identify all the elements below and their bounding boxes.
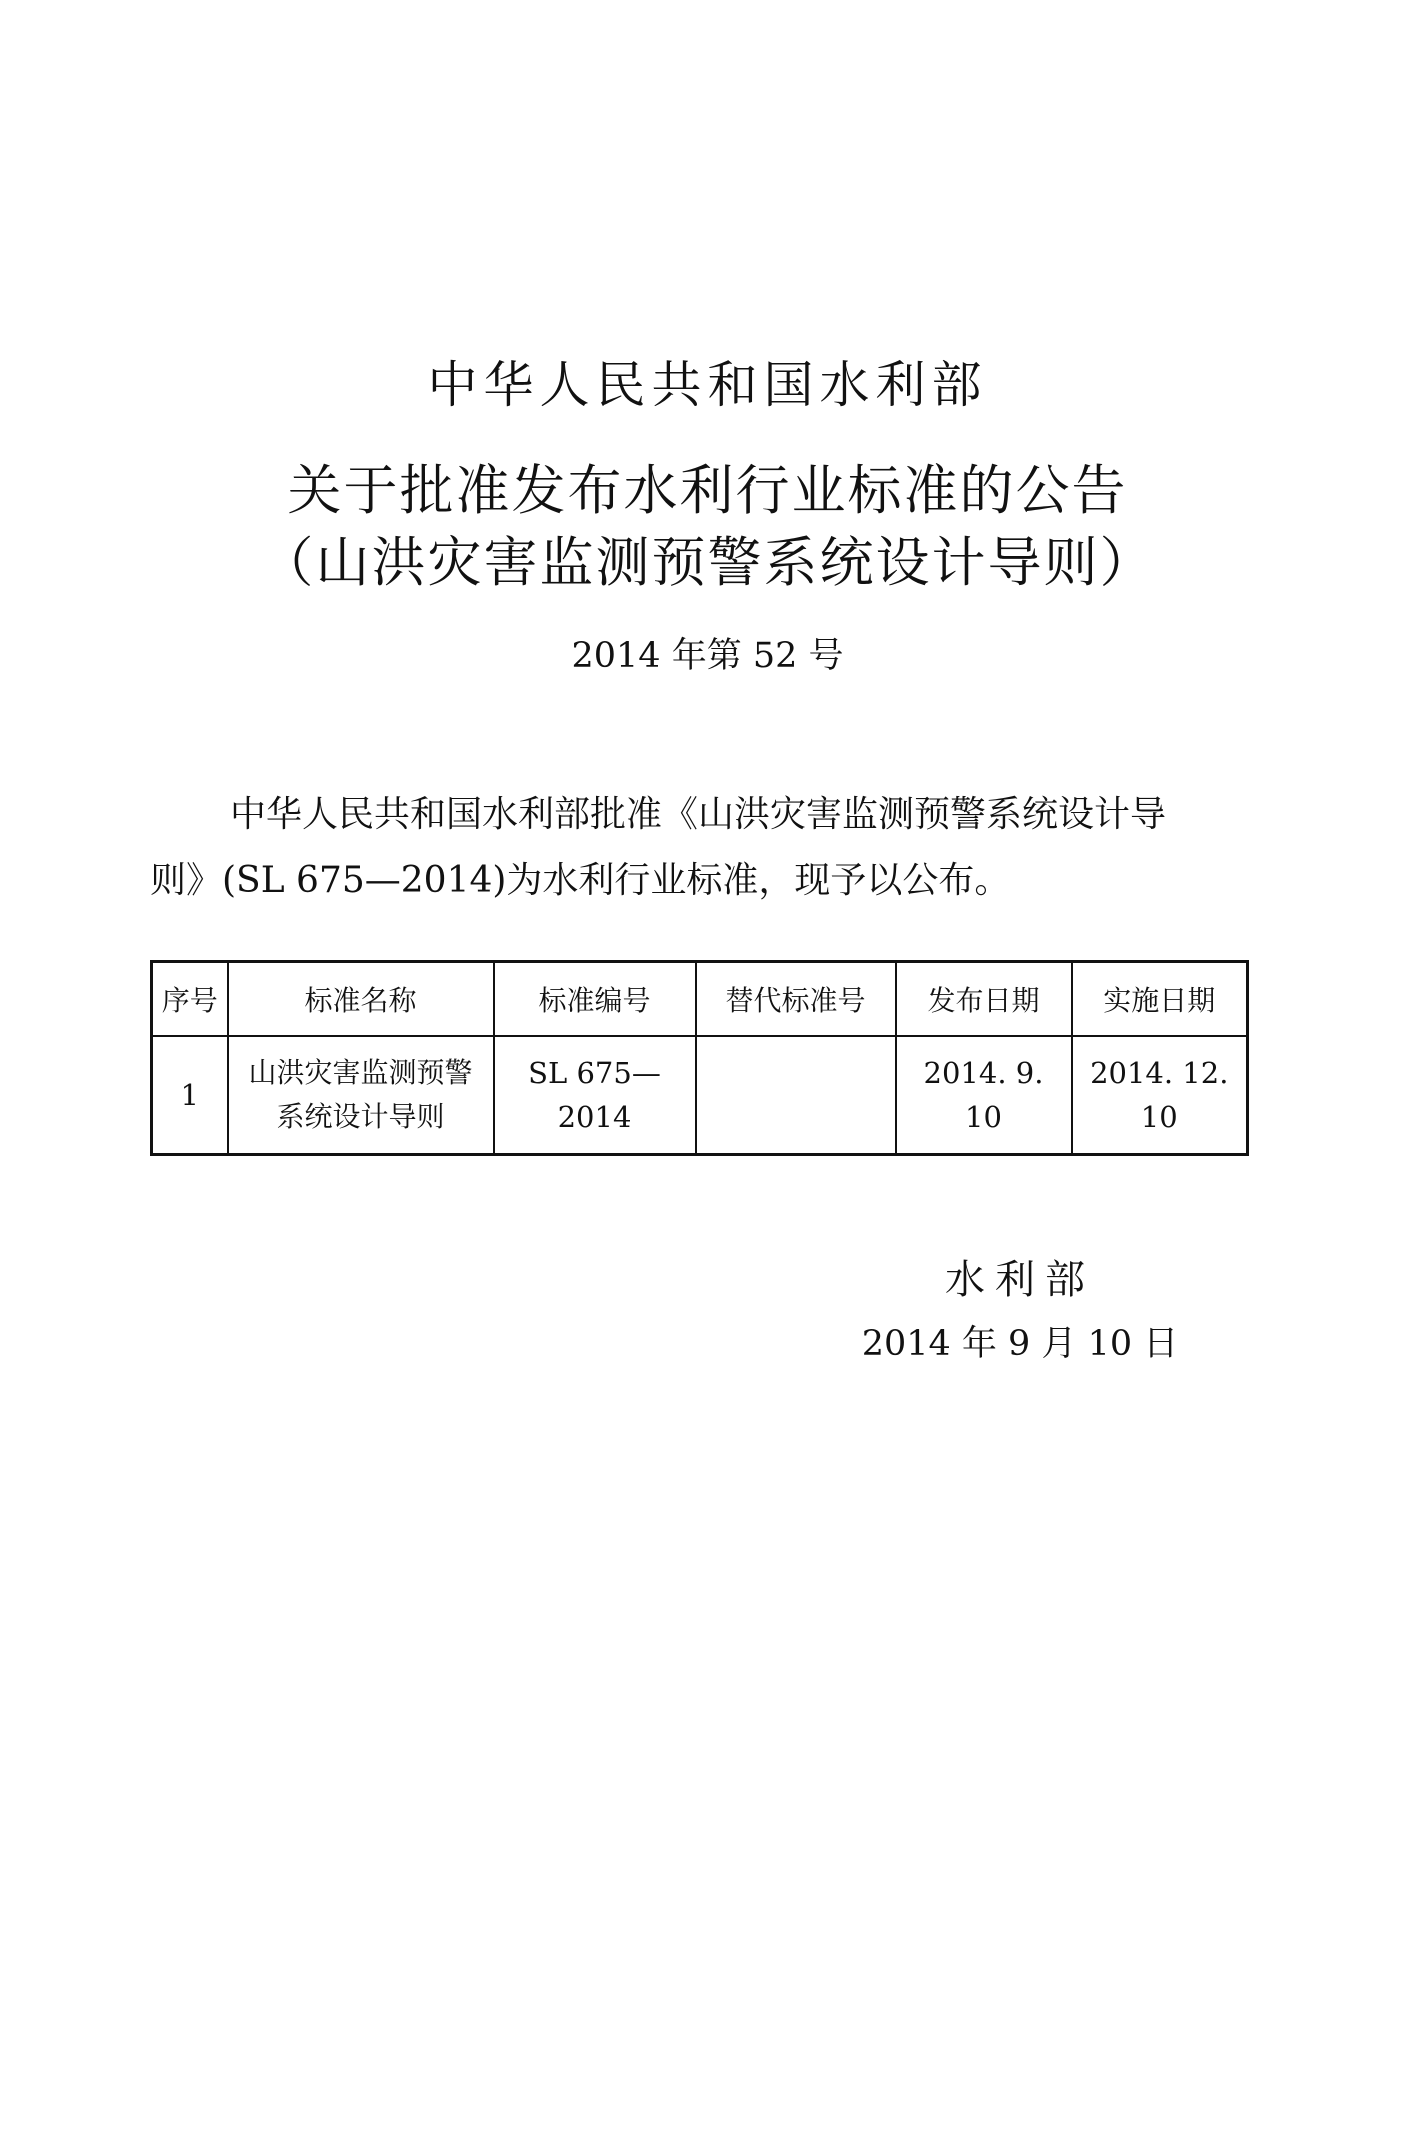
table-row — [152, 1036, 1248, 1155]
announcement-subtitle: （山洪灾害监测预警系统设计导则） — [259, 531, 1156, 594]
cell-name — [228, 1036, 494, 1155]
announcement-title: 关于批准发布水利行业标准的公告 — [287, 459, 1128, 522]
body-paragraph-line-2: 则》(SL 675—2014)为水利行业标准，现予以公布。 — [150, 860, 1011, 901]
cell-name-line-1: 山洪灾害监测预警 — [248, 1056, 473, 1089]
column-header-effective-date: 实施日期 — [1072, 962, 1248, 1037]
column-header-replaces: 替代标准号 — [696, 962, 896, 1037]
cell-effective-date: 2014. 12. 10 — [1072, 1036, 1248, 1155]
cell-issue-date: 2014. 9. 10 — [896, 1036, 1072, 1155]
document-number: 2014 年第 52 号 — [571, 636, 844, 676]
table-header-row — [152, 962, 1248, 1037]
column-header-code: 标准编号 — [494, 962, 696, 1037]
column-header-index: 序号 — [152, 962, 228, 1037]
cell-replaces — [696, 1036, 896, 1155]
ministry-header: 中华人民共和国水利部 — [427, 356, 988, 414]
body-paragraph-line-1: 中华人民共和国水利部批准《山洪灾害监测预警系统设计导 — [230, 794, 1167, 835]
column-header-name: 标准名称 — [228, 962, 494, 1037]
signature-organization: 水利部 — [945, 1257, 1095, 1303]
column-header-issue-date: 发布日期 — [896, 962, 1072, 1037]
standards-table — [150, 960, 1249, 1156]
cell-code: SL 675—2014 — [494, 1036, 696, 1155]
cell-name-line-2: 系统设计导则 — [276, 1100, 445, 1133]
cell-index: 1 — [152, 1036, 228, 1155]
signature-date: 2014 年 9 月 10 日 — [861, 1324, 1179, 1364]
